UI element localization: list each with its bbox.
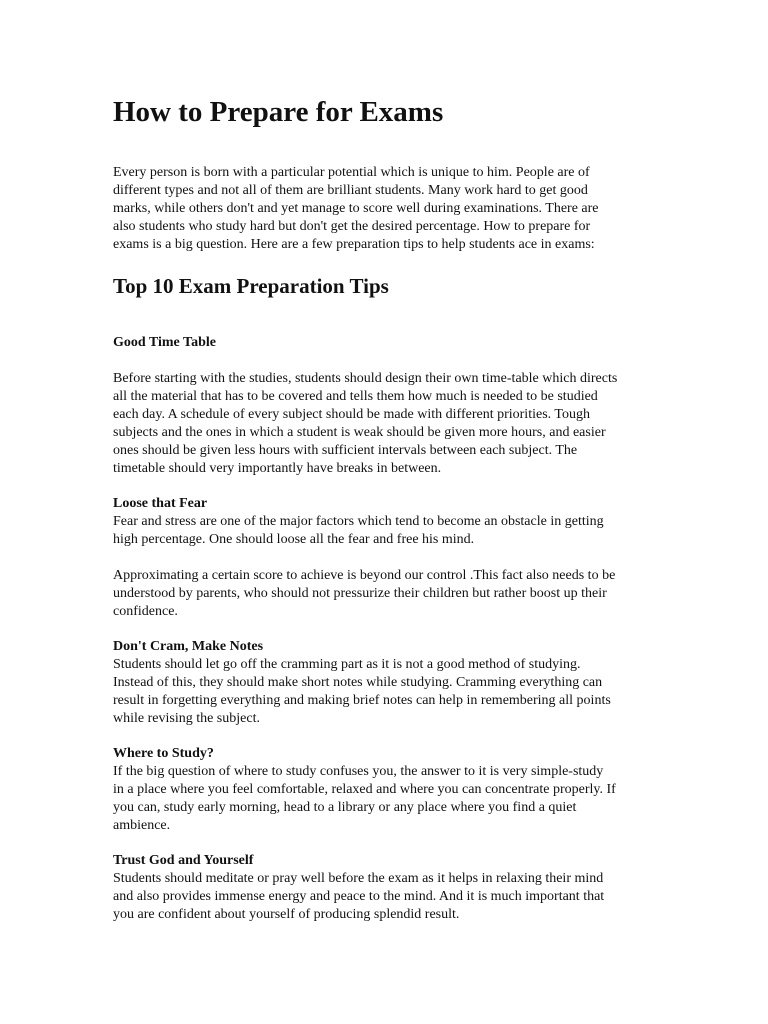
tip-line: subjects and the ones in which a student is weak should be given more hours, and easier bbox=[113, 425, 606, 440]
tip-line: understood by parents, who should not pressurize their children but rather boost up their bbox=[113, 586, 607, 601]
tip-line: Students should meditate or pray well before the exam as it helps in relaxing their mind bbox=[113, 871, 604, 886]
tip-heading-loose-that-fear: Loose that Fear bbox=[113, 496, 208, 511]
tip-line: Instead of this, they should make short notes while studying. Cramming everything can bbox=[113, 675, 603, 690]
tip-line: and also provides immense energy and peace to the mind. And it is much important that bbox=[113, 889, 605, 904]
tip-paragraph bbox=[113, 763, 658, 835]
tip-line: you are confident about yourself of producing splendid result. bbox=[113, 907, 460, 922]
tip-line: timetable should very importantly have breaks in between. bbox=[113, 461, 442, 476]
intro-line: marks, while others don't and yet manage to score well during examinations. There are bbox=[113, 201, 599, 216]
intro-line: Every person is born with a particular potential which is unique to him. People are of bbox=[113, 165, 590, 180]
tip-line: Fear and stress are one of the major factors which tend to become an obstacle in getting bbox=[113, 514, 604, 529]
tip-line: Approximating a certain score to achieve is beyond our control .This fact also needs to be bbox=[113, 568, 616, 583]
tip-line: Before starting with the studies, students should design their own time-table which directs bbox=[113, 371, 618, 386]
tip-paragraph bbox=[113, 870, 658, 924]
tip-heading-trust-god: Trust God and Yourself bbox=[113, 853, 254, 868]
tip-line: all the material that has to be covered and tells them how much is needed to be studied bbox=[113, 389, 598, 404]
tip-heading-good-time-table: Good Time Table bbox=[113, 335, 216, 350]
tip-paragraph bbox=[113, 513, 658, 549]
section-title: Top 10 Exam Preparation Tips bbox=[113, 274, 389, 298]
tip-line: you can, study early morning, head to a library or any place where you find a quiet bbox=[113, 800, 577, 815]
intro-line: different types and not all of them are brilliant students. Many work hard to get good bbox=[113, 183, 588, 198]
tip-paragraph bbox=[113, 567, 658, 621]
intro-line: also students who study hard but don't get the desired percentage. How to prepare for bbox=[113, 219, 591, 234]
tip-line: Students should let go off the cramming part as it is not a good method of studying. bbox=[113, 657, 581, 672]
tip-line: each day. A schedule of every subject should be made with different priorities. Tough bbox=[113, 407, 590, 422]
tip-heading-where-to-study: Where to Study? bbox=[113, 746, 214, 761]
tip-line: while revising the subject. bbox=[113, 711, 260, 726]
tip-line: If the big question of where to study confuses you, the answer to it is very simple-study bbox=[113, 764, 604, 779]
tip-line: ambience. bbox=[113, 818, 171, 833]
tip-line: high percentage. One should loose all the fear and free his mind. bbox=[113, 532, 475, 547]
tip-line: result in forgetting everything and making brief notes can help in remembering all points bbox=[113, 693, 611, 708]
page-title: How to Prepare for Exams bbox=[113, 96, 444, 128]
tip-heading-dont-cram: Don't Cram, Make Notes bbox=[113, 639, 264, 654]
tip-line: ones should be given less hours with sufficient intervals between each subject. The bbox=[113, 443, 578, 458]
tip-line: in a place where you feel comfortable, relaxed and where you can concentrate properly. If bbox=[113, 782, 616, 797]
tip-paragraph bbox=[113, 656, 658, 728]
intro-line: exams is a big question. Here are a few preparation tips to help students ace in exams: bbox=[113, 237, 595, 252]
intro-paragraph bbox=[113, 164, 658, 254]
tip-line: confidence. bbox=[113, 604, 178, 619]
tip-paragraph bbox=[113, 370, 658, 478]
